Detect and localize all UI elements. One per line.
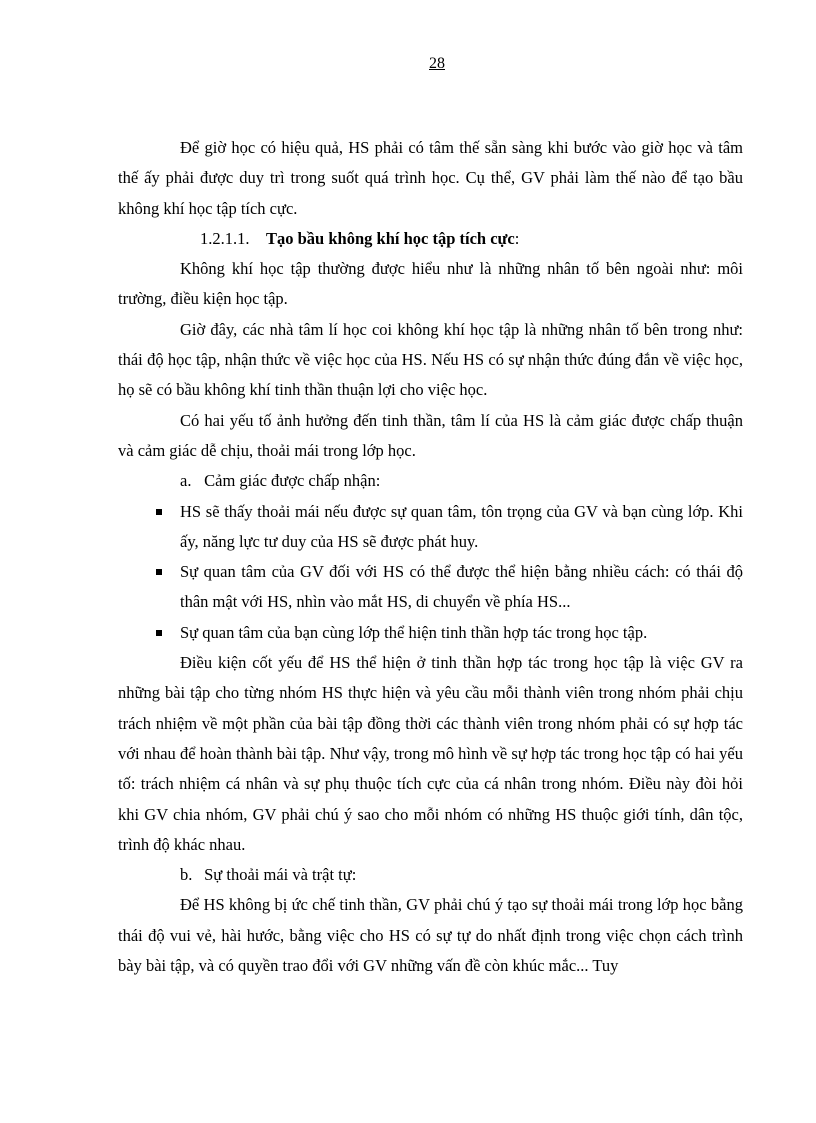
bullet-item: [118, 618, 743, 648]
square-bullet-icon: [156, 630, 162, 636]
subheading-b-letter: b.: [180, 865, 193, 885]
subheading-a-title: Cảm giác được chấp nhận:: [204, 471, 381, 491]
subheading-b: [180, 860, 743, 890]
section-colon: :: [514, 228, 520, 248]
final-paragraph: Để HS không bị ức chế tinh thần, GV phải chú ý tạo sự thoải mái trong lớp học bằng thái độ vui vẻ, hài hước, bằng việc cho HS có sự tự do nhất định trong việc chọn cách trình bày bài tập, và có quyền trao đổi với GV những vấn đề còn khúc mắc... Tuy: [118, 895, 743, 976]
bullet-list: [118, 497, 743, 648]
cooperation-paragraph: Điều kiện cốt yếu để HS thể hiện ở tinh thần hợp tác trong học tập là việc GV ra những bài tập cho từng nhóm HS thực hiện và yêu cầu mỗi thành viên trong nhóm phải chịu trách nhiệm về một phần của bài tập đồng thời các thành viên trong nhóm phải có sự hợp tác với nhau để hoàn thành bài tập. Như vậy, trong mô hình về sự hợp tác trong học tập có hai yếu tố: trách nhiệm cá nhân và sự phụ thuộc tích cực của cá nhân trong nhóm. Điều này đòi hỏi khi GV chia nhóm, GV phải chú ý sao cho mỗi nhóm có những HS thuộc giới tính, dân tộc, trình độ khác nhau.: [118, 653, 743, 854]
bullet-text: HS sẽ thấy thoải mái nếu được sự quan tâm, tôn trọng của GV và bạn cùng lớp. Khi ấy, năng lực tư duy của HS sẽ được phát huy.: [180, 501, 743, 551]
section-title: Tạo bầu không khí học tập tích cực: [266, 228, 515, 248]
section-number: 1.2.1.1.: [200, 228, 250, 248]
square-bullet-icon: [156, 569, 162, 575]
paragraph-psychology: Giờ đây, các nhà tâm lí học coi không khí học tập là những nhân tố bên trong như: thái độ học tập, nhận thức về việc học của HS. Nếu HS có sự nhận thức đúng đắn về việc học, họ sẽ có bầu không khí tinh thần thuận lợi cho việc học.: [118, 319, 743, 400]
page-number: 28: [429, 55, 445, 72]
square-bullet-icon: [156, 509, 162, 515]
bullet-text: Sự quan tâm của bạn cùng lớp thể hiện tinh thần hợp tác trong học tập.: [180, 622, 648, 642]
bullet-item: [118, 497, 743, 558]
subheading-b-title: Sự thoải mái và trật tự:: [204, 865, 357, 885]
subheading-a: [180, 466, 743, 496]
paragraph-environment: Không khí học tập thường được hiểu như là những nhân tố bên ngoài như: môi trường, điều kiện học tập.: [118, 259, 743, 309]
document-body: [118, 133, 743, 981]
subheading-a-letter: a.: [180, 471, 192, 491]
bullet-item: [118, 557, 743, 618]
section-heading: [200, 224, 743, 254]
paragraph-two-factors: Có hai yếu tố ảnh hưởng đến tinh thần, tâm lí của HS là cảm giác được chấp thuận và cảm giác dễ chịu, thoải mái trong lớp học.: [118, 410, 743, 460]
bullet-text: Sự quan tâm của GV đối với HS có thể được thể hiện bằng nhiều cách: có thái độ thân mật với HS, nhìn vào mắt HS, di chuyển về phía HS...: [180, 562, 743, 612]
intro-paragraph: Để giờ học có hiệu quả, HS phải có tâm thế sẵn sàng khi bước vào giờ học và tâm thế ấy phải được duy trì trong suốt quá trình học. Cụ thể, GV phải làm thế nào để tạo bầu không khí học tập tích cực.: [118, 138, 743, 218]
